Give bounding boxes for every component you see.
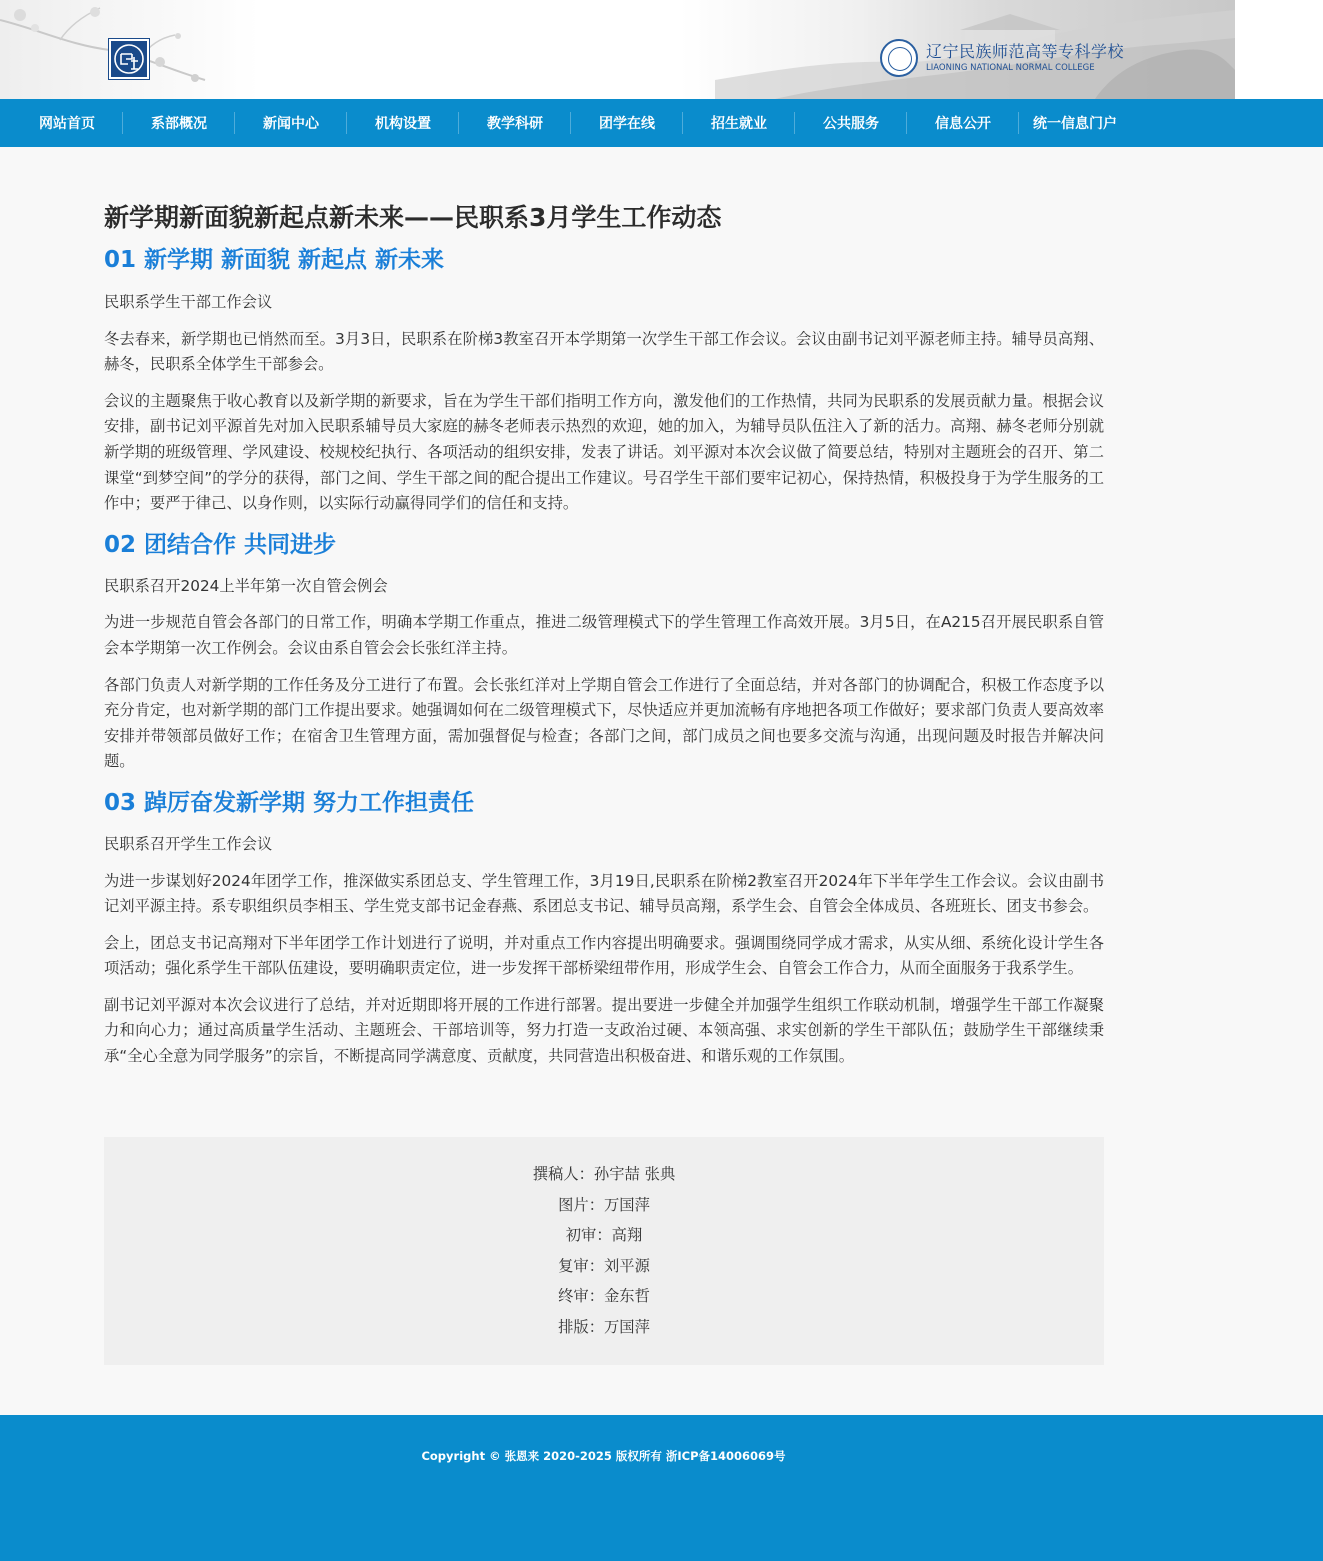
nav-item-league[interactable]: 团学在线 [571, 99, 683, 147]
paragraph: 会上，团总支书记高翔对下半年团学工作计划进行了说明，并对重点工作内容提出明确要求。强调围绕同学成才需求，从实从细、系统化设计学生各项活动；强化系学生干部队伍建设，要明确职责定位，进一步发挥干部桥梁纽带作用，形成学生会、自管会工作合力，从而全面服务于我系学生。 [104, 933, 1104, 978]
section-heading: 03 踔厉奋发新学期 努力工作担责任 [104, 789, 475, 816]
site-footer [0, 1415, 1323, 1561]
copyright-text: Copyright © 张恩来 2020-2025 版权所有 浙ICP备14006069号 [421, 1449, 786, 1463]
paragraph: 各部门负责人对新学期的工作任务及分工进行了布置。会长张红洋对上学期自管会工作进行了全面总结，并对各部门的协调配合，积极工作态度予以充分肯定，也对新学期的部门工作提出要求。她强调如何在二级管理模式下，尽快适应并更加流畅有序地把各项工作做好；要求部门负责人要高效率安排并带领部员做好工作；在宿舍卫生管理方面，需加强督促与检查；各部门之间，部门成员之间也要多交流与沟通，出现问题及时报告并解决问题。 [104, 675, 1104, 771]
article-credits [104, 1137, 1104, 1365]
credit-author: 撰稿人：孙宇喆 张典 [532, 1165, 676, 1183]
department-seal-icon [112, 42, 146, 76]
nav-item-news[interactable]: 新闻中心 [235, 99, 347, 147]
paragraph: 为进一步谋划好2024年团学工作，推深做实系团总支、学生管理工作，3月19日,民职系在阶梯2教室召开2024年下半年学生工作会议。会议由副书记刘平源主持。系专职组织员李相玉、学生党支部书记金春燕、系团总支书记、辅导员高翔，系学生会、自管会全体成员、各班班长、团支书参会。 [104, 871, 1104, 916]
nav-item-teaching[interactable]: 教学科研 [459, 99, 571, 147]
nav-item-public-service[interactable]: 公共服务 [795, 99, 907, 147]
credit-review-2: 复审：刘平源 [558, 1256, 650, 1275]
main-nav [0, 99, 1323, 147]
college-emblem-icon [880, 39, 918, 77]
section-heading: 01 新学期 新面貌 新起点 新未来 [104, 247, 445, 273]
section-heading: 02 团结合作 共同进步 [104, 531, 337, 558]
nav-item-dept-overview[interactable]: 系部概况 [123, 99, 235, 147]
credit-review-1: 初审：高翔 [565, 1226, 643, 1245]
credit-layout: 排版：万国萍 [558, 1317, 650, 1336]
section-subtitle: 民职系学生干部工作会议 [104, 293, 273, 311]
college-logo[interactable] [880, 38, 1124, 78]
nav-item-home[interactable]: 网站首页 [11, 99, 123, 147]
credit-photo: 图片：万国萍 [558, 1195, 650, 1214]
department-logo[interactable] [109, 39, 149, 79]
credit-final: 终审：金东哲 [558, 1287, 650, 1306]
article [104, 196, 1104, 1070]
section-subtitle: 民职系召开学生工作会议 [104, 834, 273, 853]
college-name-cn: 辽宁民族师范高等专科学校 [926, 42, 1125, 61]
paragraph: 会议的主题聚焦于收心教育以及新学期的新要求，旨在为学生干部们指明工作方向，激发他们的工作热情，共同为民职系的发展贡献力量。根据会议安排，副书记刘平源首先对加入民职系辅导员大家庭的赫冬老师表示热烈的欢迎，她的加入，为辅导员队伍注入了新的活力。高翔、赫冬老师分别就新学期的班级管理、学风建设、校规校纪执行、各项活动的组织安排，发表了讲话。刘平源对本次会议做了简要总结，特别对主题班会的召开、第二课堂“到梦空间”的学分的获得，部门之间、学生干部之间的配合提出工作建议。号召学生干部们要牢记初心，保持热情，积极投身于为学生服务的工作中；要严于律己、以身作则，以实际行动赢得同学们的信任和支持。 [104, 391, 1104, 513]
section-subtitle: 民职系召开2024上半年第一次自管会例会 [104, 576, 388, 595]
nav-item-portal[interactable]: 统一信息门户 [1033, 116, 1117, 132]
paragraph: 为进一步规范自管会各部门的日常工作，明确本学期工作重点，推进二级管理模式下的学生管理工作高效开展。3月5日，在A215召开展民职系自管会本学期第一次工作例会。会议由系自管会会长张红洋主持。 [104, 613, 1104, 657]
nav-item-info-disclosure[interactable]: 信息公开 [907, 99, 1019, 147]
nav-item-admission[interactable]: 招生就业 [683, 99, 795, 147]
site-header [0, 0, 1323, 99]
paragraph: 冬去春来，新学期也已悄然而至。3月3日，民职系在阶梯3教室召开本学期第一次学生干部工作会议。会议由副书记刘平源老师主持。辅导员高翔、赫冬，民职系全体学生干部参会。 [104, 329, 1104, 374]
article-title: 新学期新面貌新起点新未来——民职系3月学生工作动态 [104, 203, 722, 232]
college-name-en: LIAONING NATIONAL NORMAL COLLEGE [926, 63, 1095, 73]
paragraph: 副书记刘平源对本次会议进行了总结，并对近期即将开展的工作进行部署。提出要进一步健全并加强学生组织工作联动机制，增强学生干部工作凝聚力和向心力；通过高质量学生活动、主题班会、干部培训等，努力打造一支政治过硬、本领高强、求实创新的学生干部队伍；鼓励学生干部继续秉承“全心全意为同学服务”的宗旨，不断提高同学满意度、贡献度，共同营造出积极奋进、和谐乐观的工作氛围。 [104, 995, 1104, 1066]
nav-item-organization[interactable]: 机构设置 [347, 99, 459, 147]
